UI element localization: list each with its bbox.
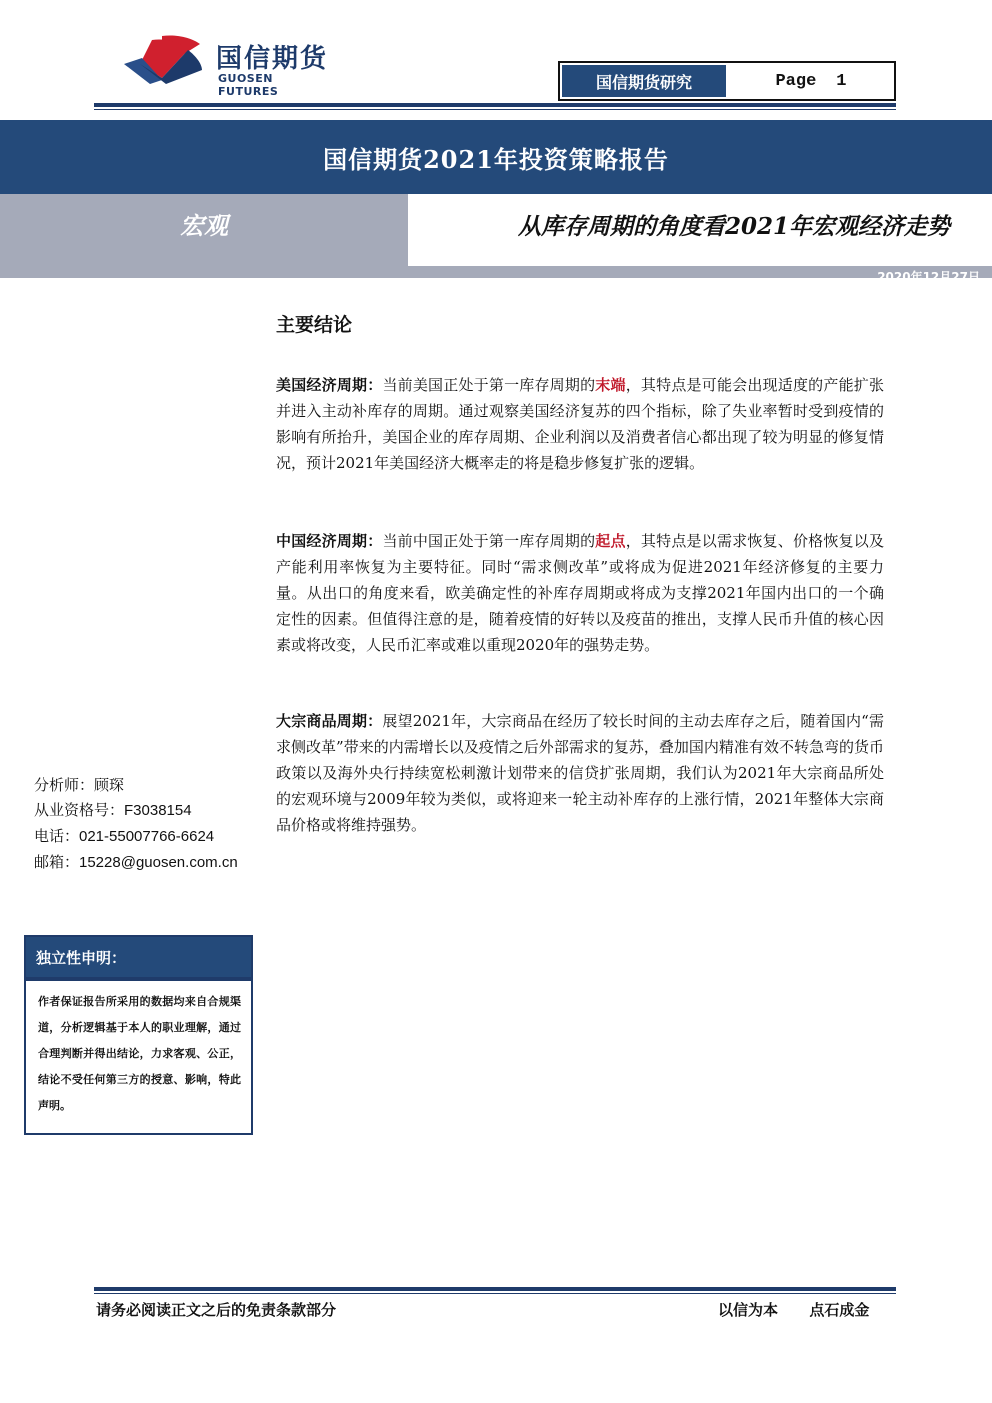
date-rule — [0, 276, 992, 278]
report-subtitle: 从库存周期的角度看2021年宏观经济走势 — [517, 212, 950, 240]
company-logo — [122, 34, 337, 98]
logo-name-en: GUOSEN FUTURES — [218, 72, 279, 98]
paragraph-commodity-cycle — [276, 708, 884, 838]
report-date: 2020年12月27日 — [877, 270, 980, 284]
paragraph-text: 当前中国正处于第一库存周期的 — [382, 532, 596, 550]
page-label: Page — [775, 71, 817, 91]
footer-rule — [94, 1287, 896, 1291]
paragraph-text: 展望2021年，大宗商品在经历了较长时间的主动去库存之后，随着国内“需求侧改革”带来的内需增长以及疫情之后外部需求的复苏，叠加国内精准有效不转急弯的货币政策以及海外央行持续宽松刺激计划带来的信贷扩张周期，我们认为2021年大宗商品所处的宏观环境与2009年较为类似，或将迎来一轮主动补库存的上涨行情，2021年整体大宗商品价格或将维持强势。 — [276, 712, 884, 834]
slogan-part-2: 点石成金 — [809, 1301, 870, 1319]
analyst-email: 邮箱：15228@guosen.com.cn — [34, 854, 238, 871]
report-title: 国信期货2021年投资策略报告 — [0, 120, 992, 194]
paragraph-lead: 美国经济周期： — [276, 376, 383, 394]
paragraph-highlight: 起点 — [595, 532, 626, 550]
page-number: 1 — [836, 71, 847, 91]
logo-mark-icon — [122, 34, 214, 86]
section-title: 主要结论 — [276, 314, 353, 336]
paragraph-text: ，其特点是可能会出现适度的产能扩张并进入主动补库存的周期。通过观察美国经济复苏的四个指标，除了失业率暂时受到疫情的影响有所抬升，美国企业的库存周期、企业利润以及消费者信心都出现了较为明显的修复情况，预计2021年美国经济大概率走的将是稳步修复扩张的逻辑。 — [276, 376, 884, 472]
research-label: 国信期货研究 — [562, 65, 726, 97]
analyst-phone: 电话：021-55007766-6624 — [34, 828, 215, 845]
category-label: 宏观 — [180, 210, 228, 240]
header-rule — [94, 103, 896, 107]
independence-declaration — [24, 935, 253, 1135]
paragraph-lead: 大宗商品周期： — [276, 712, 383, 730]
declaration-title: 独立性申明： — [26, 937, 251, 981]
paragraph-text: ，其特点是以需求恢复、价格恢复以及产能利用率恢复为主要特征。同时“需求侧改革”或将成为促进2021年经济修复的主要力量。从出口的角度来看，欧美确定性的补库存周期或将成为支撑2021年国内出口的一个确定性的因素。但值得注意的是，随着疫情的好转以及疫苗的推出，支撑人民币升值的核心因素或将改变，人民币汇率或难以重现2020年的强势走势。 — [276, 532, 884, 654]
page-indicator — [730, 65, 892, 97]
analyst-info — [34, 772, 238, 876]
analyst-name: 分析师：顾琛 — [34, 776, 125, 794]
paragraph-lead: 中国经济周期： — [276, 532, 383, 550]
header-rule-thin — [94, 109, 896, 110]
slogan-part-1: 以信为本 — [718, 1301, 779, 1319]
paragraph-us-cycle — [276, 372, 884, 476]
footer-rule-thin — [94, 1293, 896, 1294]
declaration-text: 作者保证报告所采用的数据均来自合规渠道，分析逻辑基于本人的职业理解，通过合理判断并得出结论，力求客观、公正，结论不受任何第三方的授意、影响，特此声明。 — [38, 995, 241, 1112]
footer-slogan — [718, 1299, 869, 1320]
paragraph-china-cycle — [276, 528, 884, 658]
header-tag-box — [558, 61, 896, 101]
analyst-license: 从业资格号：F3038154 — [34, 802, 192, 819]
paragraph-highlight: 末端 — [595, 376, 626, 394]
logo-name-cn: 国信期货 — [216, 44, 329, 74]
paragraph-text: 当前美国正处于第一库存周期的 — [382, 376, 596, 394]
footer-disclaimer: 请务必阅读正文之后的免责条款部分 — [96, 1301, 337, 1319]
